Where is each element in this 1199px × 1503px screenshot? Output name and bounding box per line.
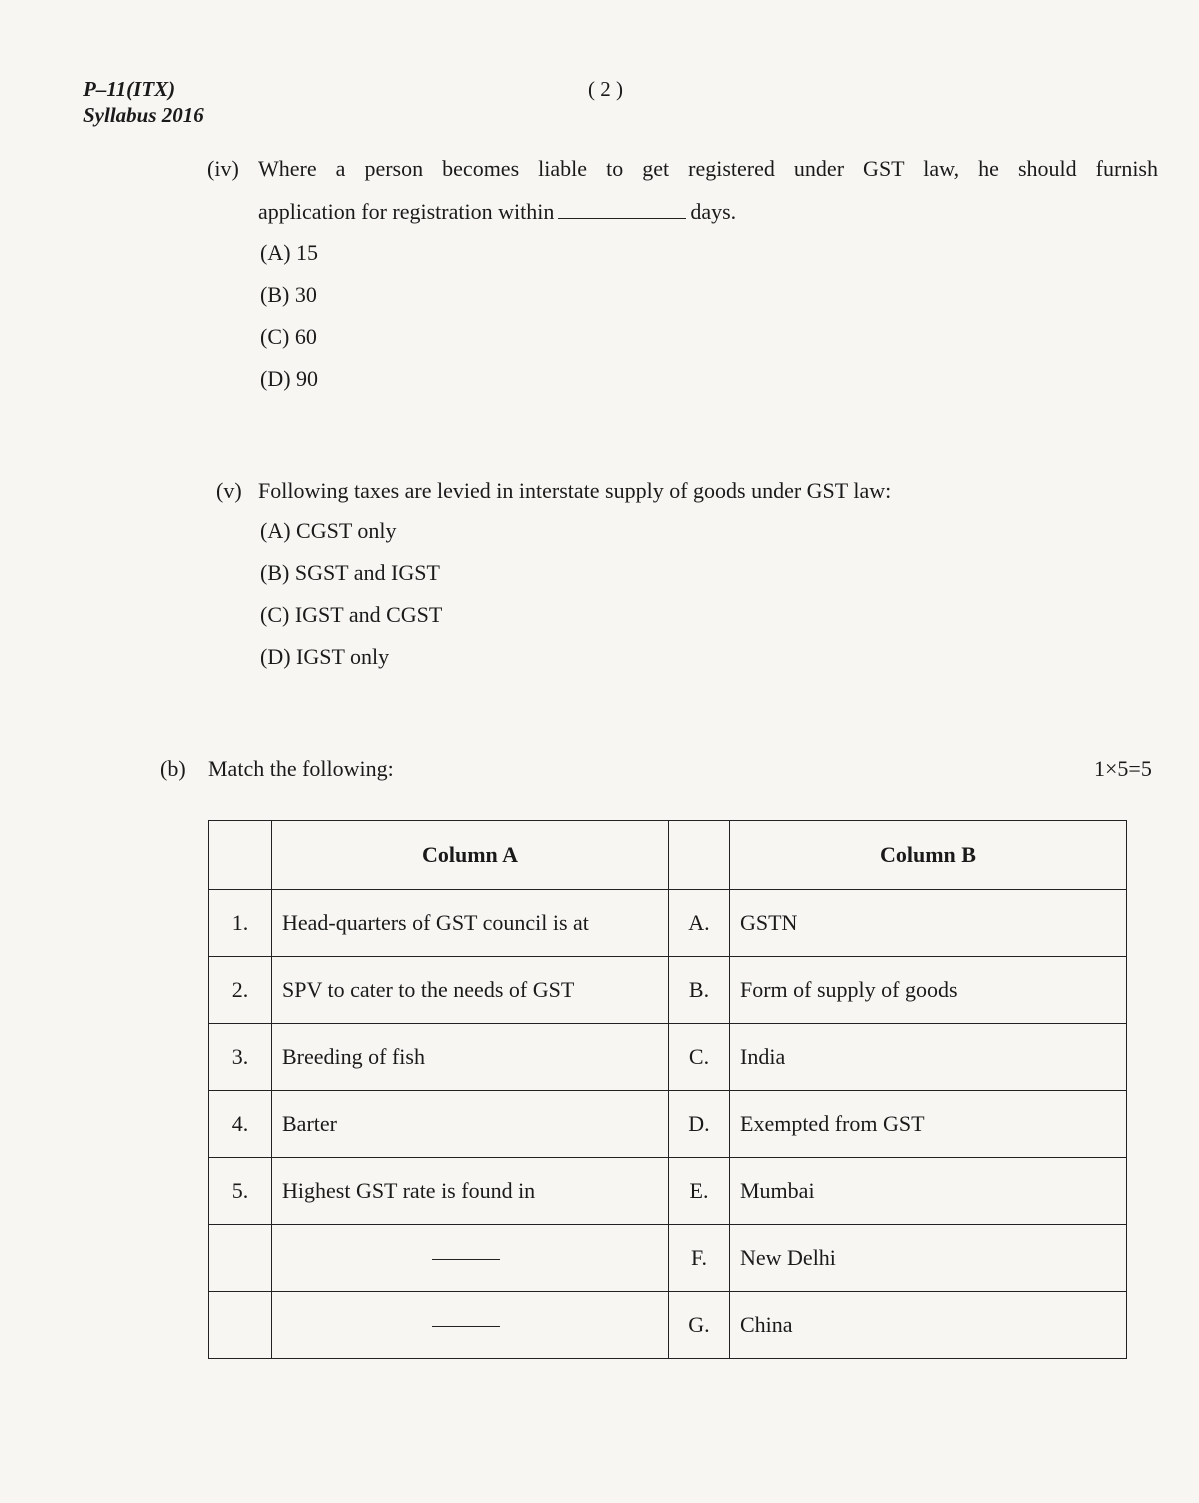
question-iv-number: (iv) bbox=[207, 156, 239, 181]
table-row bbox=[209, 1158, 1127, 1225]
match-table-header-row bbox=[209, 821, 1127, 890]
row-number bbox=[209, 1292, 272, 1359]
header-num-cell bbox=[209, 821, 272, 890]
question-v-number: (v) bbox=[216, 478, 242, 503]
row-number: 4. bbox=[209, 1091, 272, 1158]
row-letter: G. bbox=[669, 1292, 730, 1359]
option-label: (B) bbox=[260, 560, 290, 585]
row-letter: E. bbox=[669, 1158, 730, 1225]
row-letter: A. bbox=[669, 890, 730, 957]
section-b-marks: 1×5=5 bbox=[1094, 756, 1152, 781]
option-label: (A) bbox=[260, 240, 291, 265]
column-b-item: GSTN bbox=[730, 890, 1127, 957]
match-table bbox=[208, 820, 1127, 1359]
column-b-item: India bbox=[730, 1024, 1127, 1091]
option-text: IGST only bbox=[296, 644, 390, 669]
row-number: 2. bbox=[209, 957, 272, 1024]
option-text: 30 bbox=[294, 282, 317, 307]
option-text: SGST and IGST bbox=[294, 560, 440, 585]
column-a-item: Breeding of fish bbox=[272, 1024, 669, 1091]
column-b-header: Column B bbox=[730, 821, 1127, 890]
question-iv-text-after-blank: days. bbox=[690, 199, 737, 224]
option-label: (A) bbox=[260, 518, 291, 543]
column-b-item: Form of supply of goods bbox=[730, 957, 1127, 1024]
option-text: 90 bbox=[296, 366, 319, 391]
row-letter: F. bbox=[669, 1225, 730, 1292]
column-b-item: China bbox=[730, 1292, 1127, 1359]
header-letter-cell bbox=[669, 821, 730, 890]
page-number: ( 2 ) bbox=[588, 77, 623, 101]
row-letter: D. bbox=[669, 1091, 730, 1158]
row-letter: B. bbox=[669, 957, 730, 1024]
paper-header bbox=[83, 76, 204, 128]
option-text: IGST and CGST bbox=[294, 602, 443, 627]
option-label: (C) bbox=[260, 602, 290, 627]
option-label: (D) bbox=[260, 644, 291, 669]
section-b-instruction: Match the following: bbox=[208, 756, 394, 781]
option-iv-b bbox=[260, 282, 317, 308]
table-row bbox=[209, 1024, 1127, 1091]
paper-code: P–11(ITX) bbox=[83, 77, 176, 101]
option-text: 60 bbox=[294, 324, 317, 349]
column-b-item: New Delhi bbox=[730, 1225, 1127, 1292]
question-iv-text-line2 bbox=[258, 199, 736, 225]
blank-dash bbox=[432, 1326, 500, 1327]
column-b-item: Mumbai bbox=[730, 1158, 1127, 1225]
row-number: 5. bbox=[209, 1158, 272, 1225]
option-text: 15 bbox=[296, 240, 319, 265]
row-number: 3. bbox=[209, 1024, 272, 1091]
option-iv-c bbox=[260, 324, 317, 350]
column-a-blank bbox=[272, 1225, 669, 1292]
option-label: (D) bbox=[260, 366, 291, 391]
column-b-item: Exempted from GST bbox=[730, 1091, 1127, 1158]
row-number: 1. bbox=[209, 890, 272, 957]
blank-dash bbox=[432, 1259, 500, 1260]
answer-blank bbox=[558, 200, 686, 219]
question-iv-text: Where a person becomes liable to get registered under GST law, he should furnish bbox=[258, 156, 1158, 181]
option-label: (C) bbox=[260, 324, 290, 349]
column-a-item: Barter bbox=[272, 1091, 669, 1158]
table-row bbox=[209, 1292, 1127, 1359]
option-v-c bbox=[260, 602, 442, 628]
syllabus-year: Syllabus 2016 bbox=[83, 103, 204, 127]
column-a-item: Head-quarters of GST council is at bbox=[272, 890, 669, 957]
column-a-item: SPV to cater to the needs of GST bbox=[272, 957, 669, 1024]
option-v-d bbox=[260, 644, 389, 670]
question-iv-text-before-blank: application for registration within bbox=[258, 199, 555, 224]
column-a-item: Highest GST rate is found in bbox=[272, 1158, 669, 1225]
row-letter: C. bbox=[669, 1024, 730, 1091]
option-text: CGST only bbox=[296, 518, 397, 543]
table-row bbox=[209, 890, 1127, 957]
option-iv-a bbox=[260, 240, 318, 266]
column-a-blank bbox=[272, 1292, 669, 1359]
table-row bbox=[209, 957, 1127, 1024]
option-v-b bbox=[260, 560, 440, 586]
table-row bbox=[209, 1225, 1127, 1292]
column-a-header: Column A bbox=[272, 821, 669, 890]
option-iv-d bbox=[260, 366, 318, 392]
option-v-a bbox=[260, 518, 397, 544]
table-row bbox=[209, 1091, 1127, 1158]
question-v-text: Following taxes are levied in interstate supply of goods under GST law: bbox=[258, 478, 892, 503]
row-number bbox=[209, 1225, 272, 1292]
section-b-label: (b) bbox=[160, 756, 186, 781]
option-label: (B) bbox=[260, 282, 290, 307]
